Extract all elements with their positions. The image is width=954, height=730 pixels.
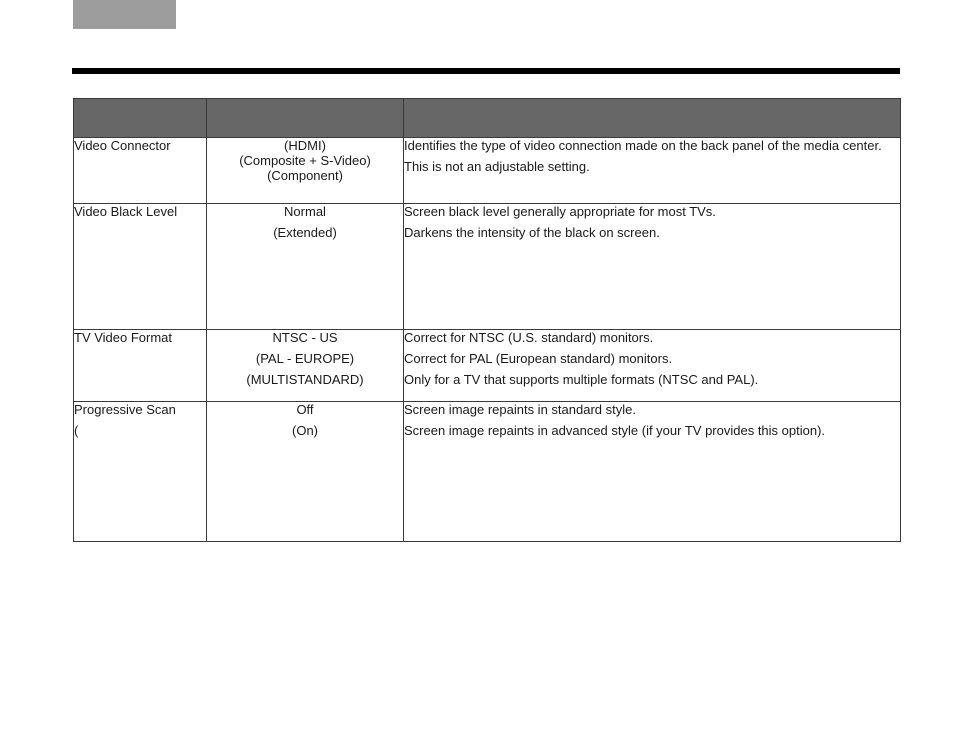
option-value: (MULTISTANDARD) [246, 372, 364, 387]
header-rule [72, 68, 900, 74]
description-cell [404, 204, 901, 330]
description-cell [404, 138, 901, 204]
setting-cell [74, 138, 207, 204]
description-cell [404, 402, 901, 542]
setting-cell [74, 204, 207, 330]
option-value: (Composite + S-Video) [239, 153, 371, 168]
description-text: Screen image repaints in advanced style (if your TV provides this option). [404, 423, 826, 438]
setting-name: Video Black Level [74, 204, 178, 219]
option-cell [207, 402, 404, 542]
setting-cell [74, 330, 207, 402]
setting-cell [74, 402, 207, 542]
description-text: Correct for PAL (European standard) monitors. [404, 351, 673, 366]
option-cell [207, 138, 404, 204]
description-text: Only for a TV that supports multiple formats (NTSC and PAL). [404, 372, 759, 387]
table-row [74, 402, 901, 542]
setting-name: Progressive Scan [74, 402, 176, 417]
description-text: Screen black level generally appropriate for most TVs. [404, 204, 716, 219]
option-value: Off [296, 402, 314, 417]
description-text: Correct for NTSC (U.S. standard) monitors. [404, 330, 654, 345]
option-value: (HDMI) [284, 138, 326, 153]
option-cell [207, 330, 404, 402]
table-header-row [74, 99, 901, 138]
description-text: Identifies the type of video connection made on the back panel of the media center. [404, 138, 882, 153]
description-text: Darkens the intensity of the black on screen. [404, 225, 660, 240]
option-value: NTSC - US [272, 330, 338, 345]
setting-name: Video Connector [74, 138, 171, 153]
setting-name: TV Video Format [74, 330, 173, 345]
option-value: (On) [292, 423, 318, 438]
option-value: Normal [284, 204, 326, 219]
option-value: (Extended) [273, 225, 337, 240]
header-description [404, 99, 901, 138]
description-text: Screen image repaints in standard style. [404, 402, 636, 417]
header-option [207, 99, 404, 138]
description-text: This is not an adjustable setting. [404, 159, 590, 174]
option-value: (Component) [267, 168, 343, 183]
description-cell [404, 330, 901, 402]
option-cell [207, 204, 404, 330]
option-value: (PAL - EUROPE) [255, 351, 355, 366]
table-row [74, 138, 901, 204]
table-row [74, 204, 901, 330]
settings-table [73, 98, 901, 542]
setting-note: ( [74, 423, 79, 438]
section-tab [73, 0, 176, 29]
table-row [74, 330, 901, 402]
header-setting [74, 99, 207, 138]
